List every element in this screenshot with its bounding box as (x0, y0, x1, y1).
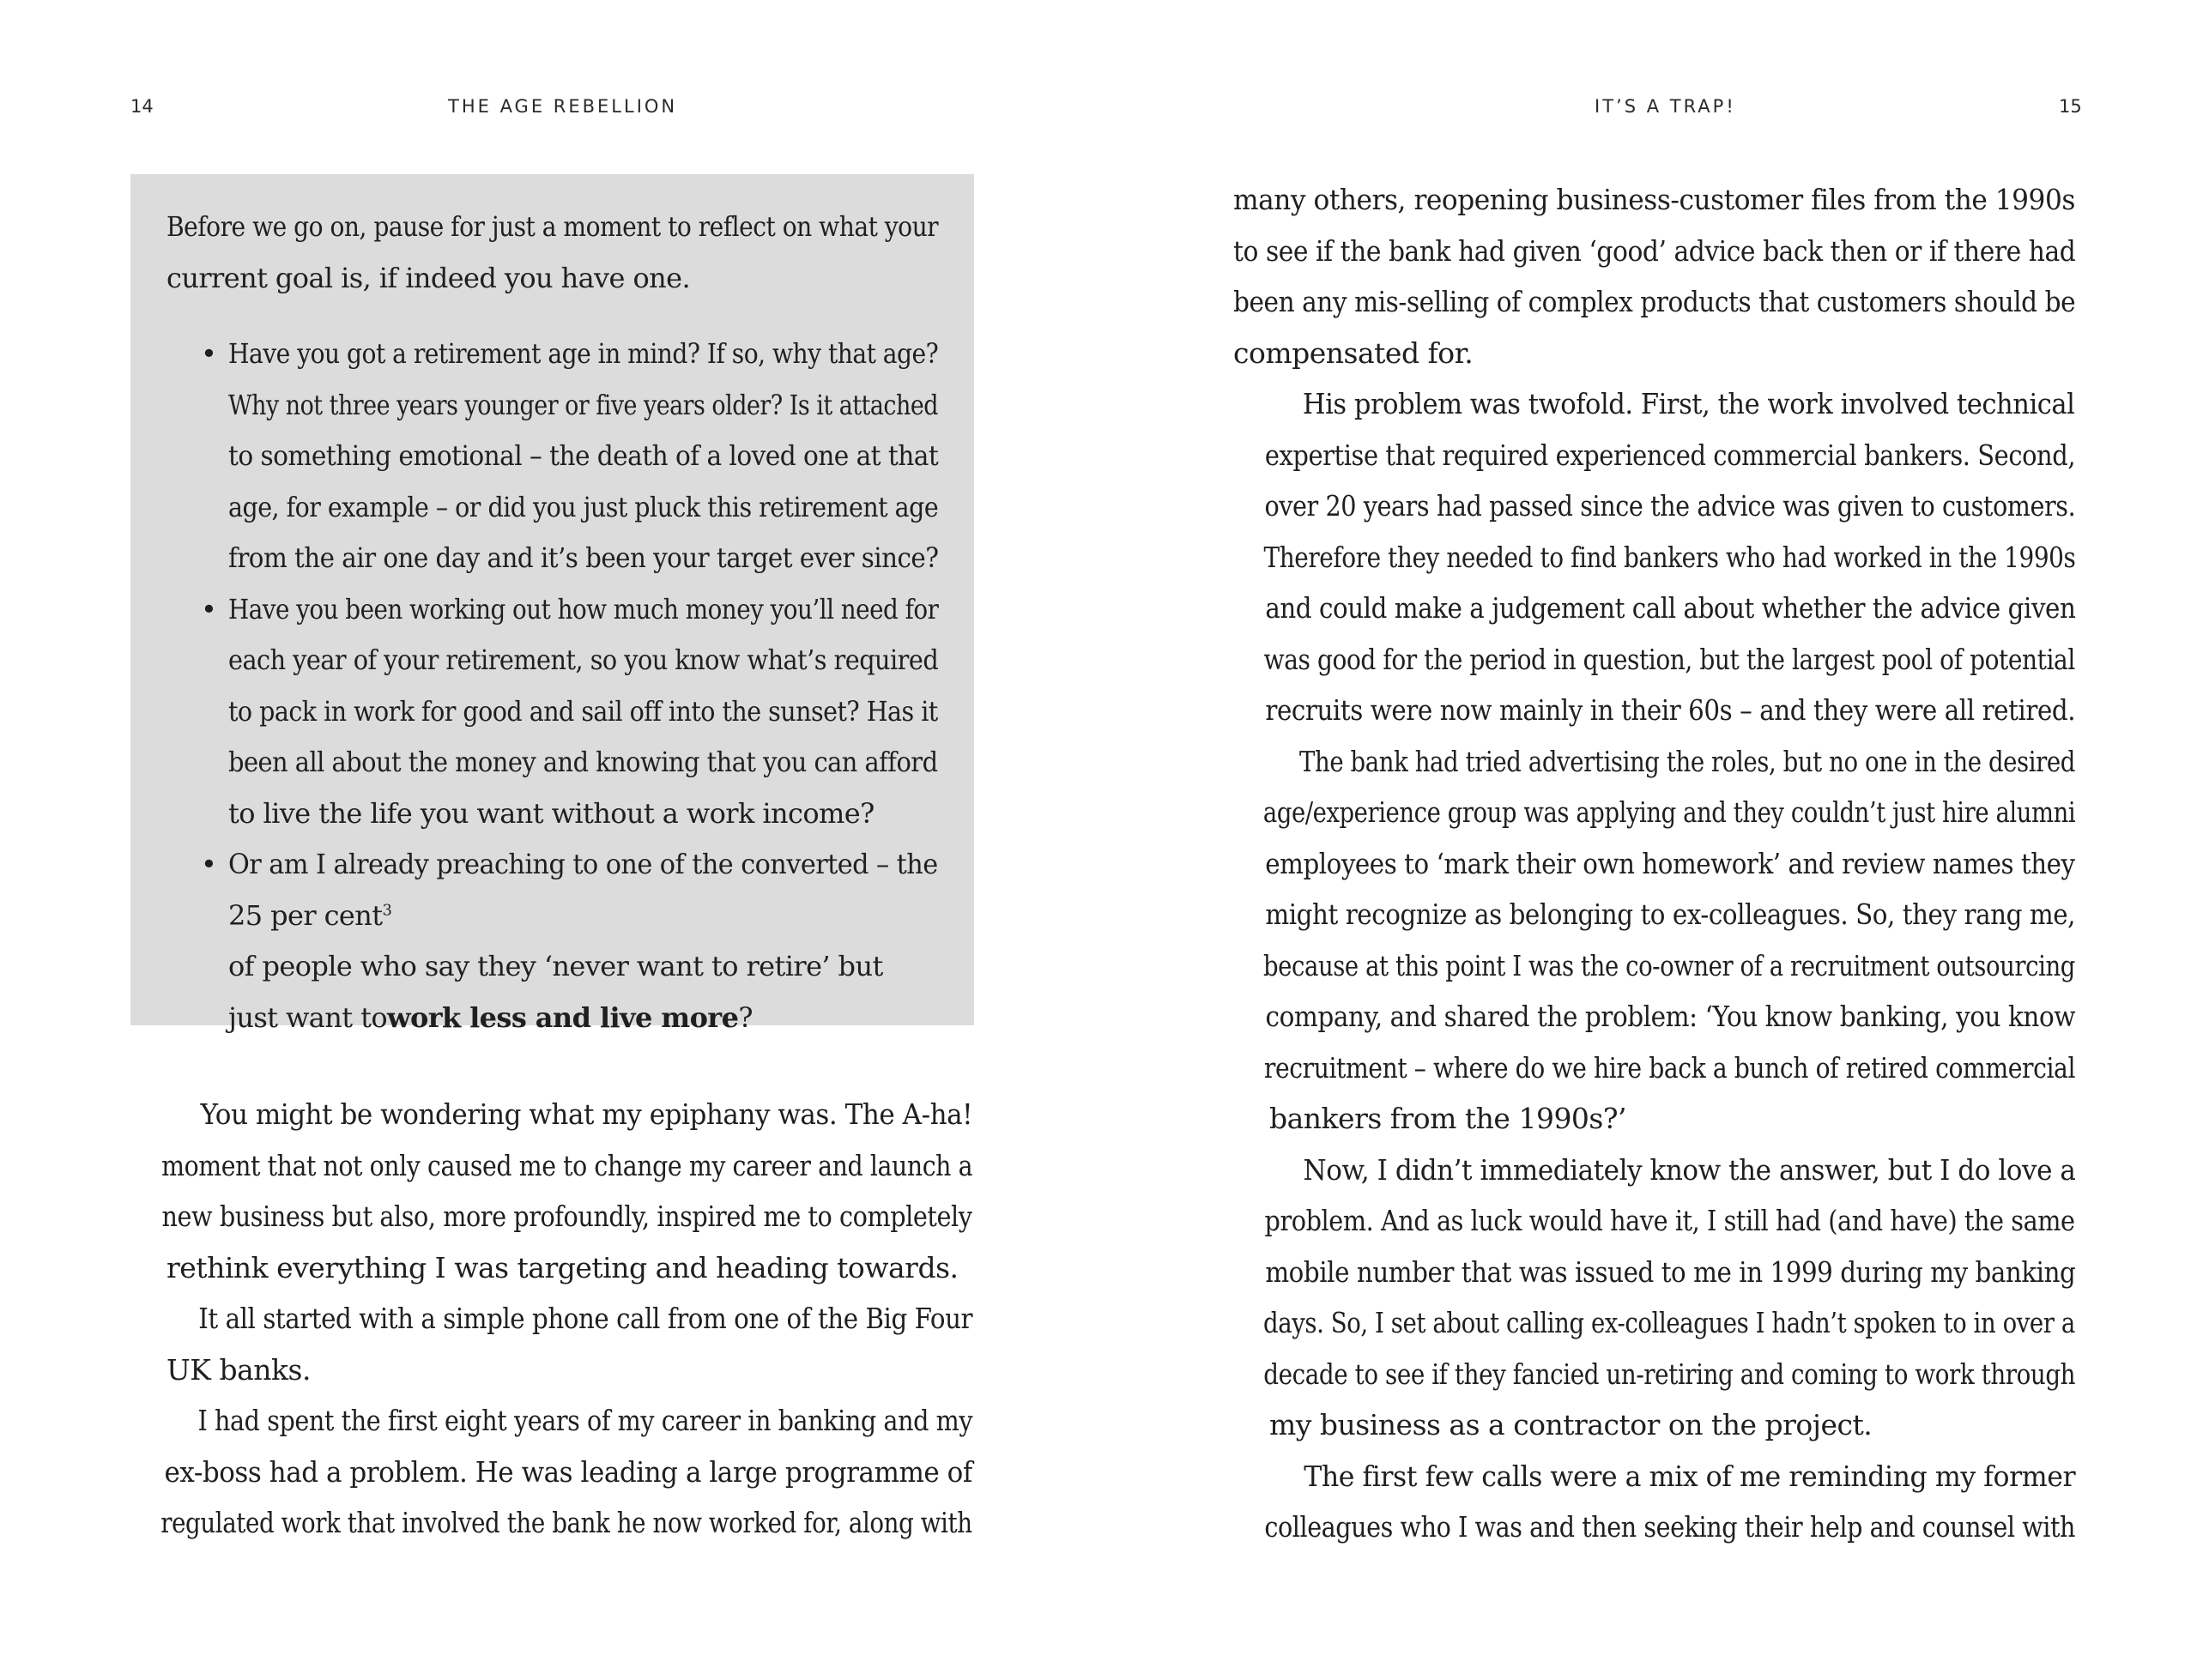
page-number-right: 15 (2059, 96, 2082, 117)
bullet-line: to something emotional – the death of a loved one at that (228, 439, 939, 472)
bullet-line: each year of your retirement, so you know what’s required (228, 644, 939, 676)
bullet-line: just want to (228, 1000, 388, 1034)
text-line: It all started with a simple phone call from one of the Big Four (198, 1302, 973, 1335)
bullet-line: Or am I already preaching to one of the converted – the (228, 848, 938, 880)
text-line: You might be wondering what my epiphany was. The A-ha! (200, 1097, 973, 1131)
text-line: new business but also, more profoundly, inspired me to completely (161, 1200, 972, 1233)
text-line: rethink everything I was targeting and heading towards. (166, 1250, 959, 1284)
text-line: age/experience group was applying and they couldn’t just hire alumni (1262, 795, 2076, 829)
bullet-line: been all about the money and knowing that you can afford (228, 746, 938, 778)
right-page (1098, 0, 2197, 1680)
body-paragraph (130, 1293, 974, 1395)
running-head-right: IT’S A TRAP! (1595, 96, 1736, 117)
left-page (0, 0, 1098, 1680)
emphasis-work-less-live-more: work less and live more (387, 1000, 739, 1034)
text-line: compensated for. (1233, 335, 1474, 370)
body-paragraph (1233, 1145, 2077, 1451)
text-line: Now, I didn’t immediately know the answer, but I do love a (1303, 1152, 2076, 1187)
text-line: The bank had tried advertising the roles, but no one in the desired (1299, 744, 2076, 778)
body-paragraph (1233, 378, 2077, 736)
bullet-line: to live the life you want without a work income? (228, 796, 875, 830)
text-line: over 20 years had passed since the advice was given to customers. (1264, 489, 2076, 523)
text-line: The first few calls were a mix of me reminding my former (1304, 1459, 2076, 1493)
text-line: was good for the period in question, but the largest pool of potential (1263, 642, 2075, 676)
callout-bullet-retirement-age (228, 329, 940, 584)
callout-intro (166, 202, 940, 304)
bullet-line: 25 per cent (228, 898, 383, 932)
text-line: employees to ‘mark their own homework’ and review names they (1265, 846, 2075, 880)
text-line: moment that not only caused me to change my career and launch a (161, 1148, 973, 1182)
text-line: regulated work that involved the bank he now worked for, along with (160, 1506, 972, 1539)
bullet-line: ? (738, 1000, 753, 1034)
text-line: to see if the bank had given ‘good’ advice back then or if there had (1233, 233, 2076, 268)
body-paragraph (130, 1395, 974, 1549)
text-line: His problem was twofold. First, the work involved technical (1302, 387, 2075, 420)
callout-intro-line: Before we go on, pause for just a moment to reflect on what your (166, 210, 939, 243)
left-body-text (130, 1089, 974, 1549)
text-line: been any mis-selling of complex products that customers should be (1233, 285, 2076, 318)
body-paragraph (1233, 1451, 2077, 1553)
callout-bullet-money (228, 584, 940, 840)
callout-bullet-list (166, 329, 940, 1043)
bullet-line: from the air one day and it’s been your target ever since? (228, 541, 939, 574)
text-line: company, and shared the problem: ‘You know banking, you know (1265, 1000, 2076, 1033)
callout-intro-line: current goal is, if indeed you have one. (166, 261, 691, 294)
text-line: my business as a contractor on the project. (1269, 1408, 1873, 1441)
text-line: expertise that required experienced commercial bankers. Second, (1264, 438, 2076, 472)
text-line: many others, reopening business-customer files from the 1990s (1233, 183, 2075, 216)
text-line: problem. And as luck would have it, I still had (and have) the same (1264, 1204, 2075, 1237)
bullet-line: to pack in work for good and sail off into the sunset? Has it (228, 694, 938, 728)
text-line: days. So, I set about calling ex-colleagues I hadn’t spoken to in over a (1263, 1306, 2075, 1339)
reflection-callout-box (130, 174, 974, 1034)
page-number-left: 14 (130, 96, 154, 117)
text-line: colleagues who I was and then seeking their help and counsel with (1264, 1510, 2075, 1544)
bullet-line: Have you been working out how much money you’ll need for (228, 592, 939, 625)
callout-bullet-converted (228, 839, 940, 1043)
body-paragraph (1233, 736, 2077, 1145)
text-line: bankers from the 1990s?’ (1269, 1102, 1627, 1135)
footnote-marker[interactable]: 3 (382, 900, 392, 919)
text-line: ex-boss had a problem. He was leading a large programme of (164, 1454, 972, 1489)
body-paragraph (1233, 174, 2077, 378)
text-line: decade to see if they fancied un-retiring and coming to work through (1263, 1357, 2076, 1391)
text-line: recruits were now mainly in their 60s – and they were all retired. (1265, 693, 2076, 727)
text-line: and could make a judgement call about whether the advice given (1265, 591, 2076, 625)
text-line: might recognize as belonging to ex-colleagues. So, they rang me, (1265, 897, 2076, 931)
text-line: recruitment – where do we hire back a bunch of retired commercial (1263, 1050, 2076, 1085)
right-body-text (1233, 174, 2077, 1553)
bullet-line: of people who say they ‘never want to retire’ but (228, 950, 883, 982)
text-line: I had spent the first eight years of my career in banking and my (197, 1404, 973, 1437)
bullet-line: Why not three years younger or five years older? Is it attached (228, 388, 938, 421)
running-head-left: THE AGE REBELLION (448, 96, 678, 117)
bullet-line: Have you got a retirement age in mind? If so, why that age? (228, 337, 939, 370)
text-line: UK banks. (166, 1352, 311, 1387)
text-line: because at this point I was the co-owner of a recruitment outsourcing (1262, 948, 2075, 982)
bullet-line: age, for example – or did you just pluck this retirement age (228, 490, 939, 523)
body-paragraph (130, 1089, 974, 1293)
text-line: mobile number that was issued to me in 1999 during my banking (1265, 1254, 2076, 1289)
text-line: Therefore they needed to find bankers who had worked in the 1990s (1263, 540, 2076, 574)
